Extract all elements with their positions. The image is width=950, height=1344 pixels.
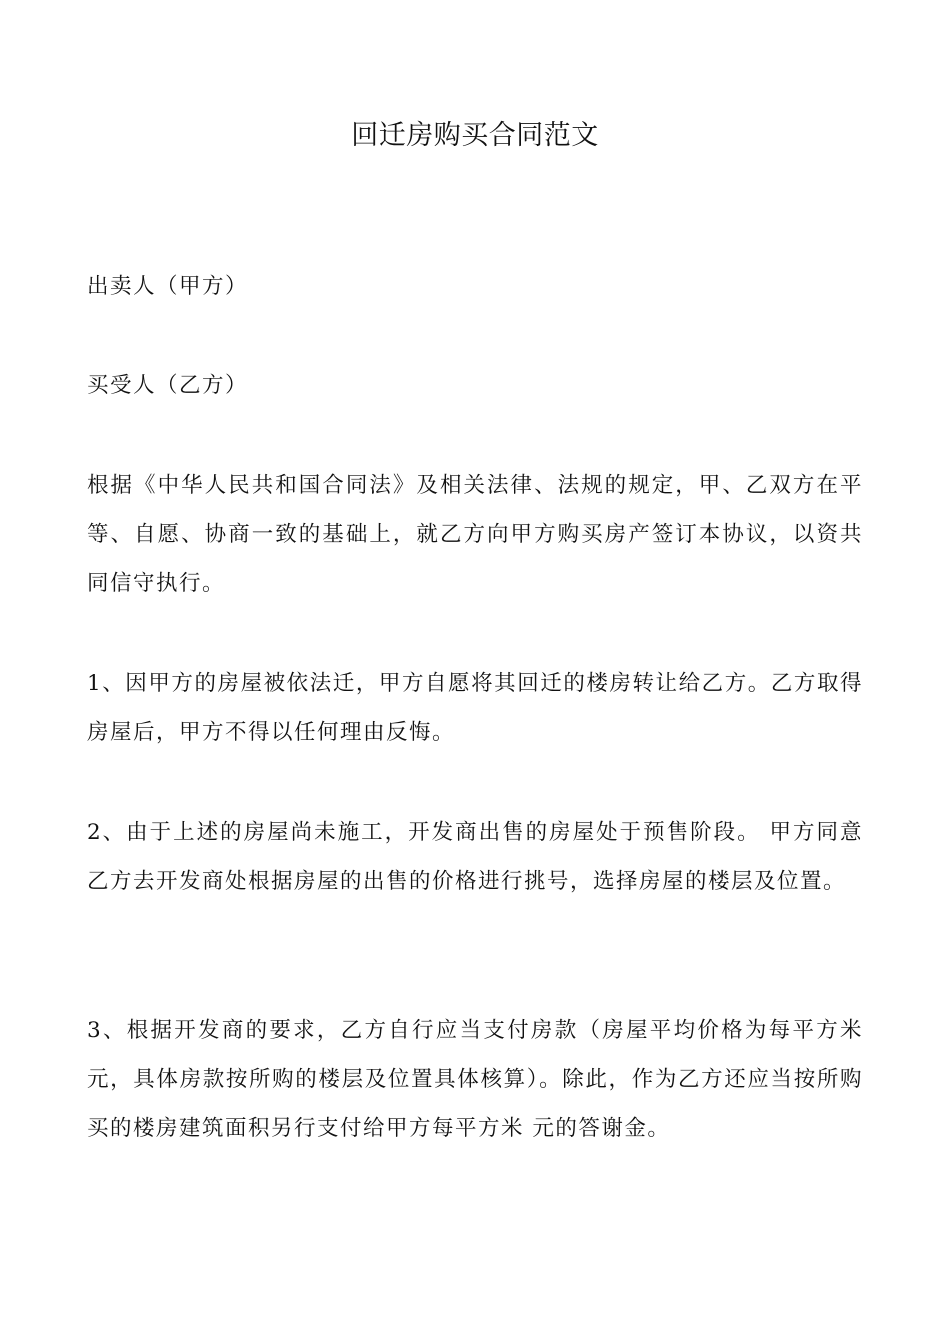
buyer-line: 买受人（乙方） [87,373,249,398]
clause-3: 3、根据开发商的要求，乙方自行应当支付房款（房屋平均价格为每平方米元，具体房款按所购的楼层及位置具体核算）。除此，作为乙方还应当按所购买的楼房建筑面积另行支付给甲方每平方米 元的答谢金。 [87,1018,863,1141]
clause-2: 2、由于上述的房屋尚未施工，开发商出售的房屋处于预售阶段。 甲方同意乙方去开发商处根据房屋的出售的价格进行挑号，选择房屋的楼层及位置。 [87,820,863,894]
clause-1: 1、因甲方的房屋被依法迁，甲方自愿将其回迁的楼房转让给乙方。乙方取得房屋后，甲方不得以任何理由反悔。 [87,671,863,745]
document-title: 回迁房购买合同范文 [351,120,599,151]
seller-line: 出卖人（甲方） [87,274,249,299]
intro-paragraph: 根据《中华人民共和国合同法》及相关法律、法规的规定，甲、乙双方在平等、自愿、协商一致的基础上，就乙方向甲方购买房产签订本协议，以资共同信守执行。 [87,473,863,596]
